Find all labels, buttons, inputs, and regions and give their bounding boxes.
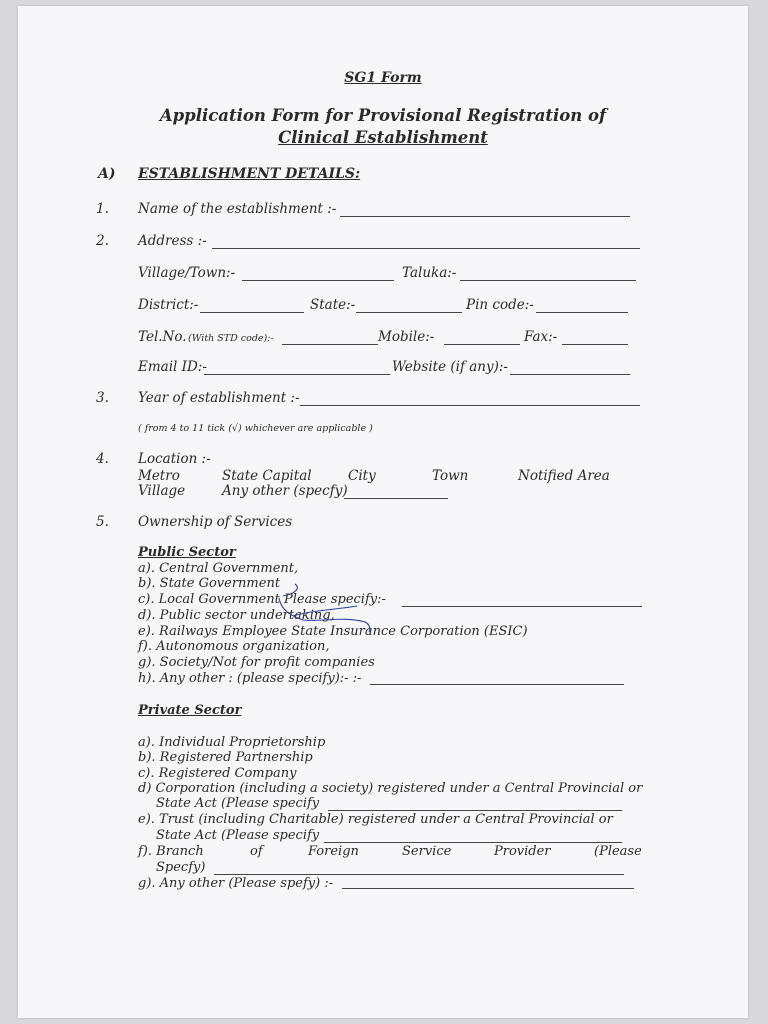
location-option-notified-area[interactable]: Notified Area [518, 468, 610, 484]
year-label: Year of establishment :- [138, 390, 300, 406]
tel-line[interactable] [282, 344, 378, 345]
pen-tick-marks [273, 576, 393, 636]
tel-label: Tel.No. [138, 329, 187, 345]
public-option-f[interactable]: f). Autonomous organization, [138, 639, 330, 654]
private-option-f-line2: Specfy) [156, 860, 206, 875]
location-option-any-other[interactable]: Any other (specfy) [222, 483, 348, 499]
q2-number: 2. [96, 233, 109, 249]
district-label: District:- [138, 297, 199, 313]
q4-number: 4. [96, 451, 109, 467]
public-option-e[interactable]: e). Railways Employee State Insurance Corporation (ESIC) [138, 624, 528, 639]
q5-number: 5. [96, 514, 109, 530]
private-option-f-word6: (Please [594, 844, 642, 859]
public-option-c[interactable]: c). Local Government Please specify:- [138, 592, 386, 607]
tick-instruction-note: ( from 4 to 11 tick (√) whichever are applicable ) [138, 423, 373, 434]
location-label: Location :- [138, 451, 211, 467]
address-answer-line[interactable] [212, 248, 640, 249]
website-label: Website (if any):- [392, 359, 508, 375]
private-option-f-word2: of [250, 844, 263, 859]
private-option-a[interactable]: a). Individual Proprietorship [138, 735, 326, 750]
form-title-line2-text: Clinical Establishment [278, 128, 488, 147]
mobile-line[interactable] [444, 344, 520, 345]
private-f-specify-line[interactable] [214, 874, 624, 875]
village-town-line[interactable] [242, 280, 394, 281]
private-option-e-line2: State Act (Please specify [156, 828, 320, 843]
public-option-b[interactable]: b). State Government [138, 576, 281, 591]
email-line[interactable] [204, 374, 390, 375]
year-line[interactable] [300, 405, 640, 406]
private-option-d-line1[interactable]: d) Corporation (including a society) registered under a Central Provincial or [138, 781, 643, 796]
location-option-metro[interactable]: Metro [138, 468, 180, 484]
taluka-label: Taluka:- [402, 265, 457, 281]
q1-number: 1. [96, 201, 109, 217]
private-option-g[interactable]: g). Any other (Please spefy) :- [138, 876, 334, 891]
section-heading: ESTABLISHMENT DETAILS: [138, 166, 361, 182]
private-option-c[interactable]: c). Registered Company [138, 766, 297, 781]
pin-code-label: Pin code:- [466, 297, 534, 313]
location-other-line[interactable] [344, 498, 448, 499]
public-sector-heading: Public Sector [138, 545, 236, 560]
address-label: Address :- [138, 233, 207, 249]
location-option-city[interactable]: City [348, 468, 376, 484]
state-label: State:- [310, 297, 356, 313]
district-line[interactable] [200, 312, 304, 313]
public-option-a[interactable]: a). Central Government, [138, 561, 299, 576]
tel-std-note: (With STD code):- [188, 333, 274, 344]
q3-number: 3. [96, 390, 109, 406]
mobile-label: Mobile:- [378, 329, 435, 345]
location-option-village[interactable]: Village [138, 483, 186, 499]
location-option-town[interactable]: Town [432, 468, 469, 484]
public-other-line[interactable] [370, 684, 624, 685]
private-sector-heading: Private Sector [138, 703, 242, 718]
form-title-line2 [18, 128, 748, 147]
private-option-f-word4: Service [402, 844, 452, 859]
local-govt-specify-line[interactable] [402, 606, 642, 607]
website-line[interactable] [510, 374, 630, 375]
section-letter: A) [98, 166, 116, 182]
private-option-d-line2: State Act (Please specify [156, 796, 320, 811]
email-label: Email ID:- [138, 359, 207, 375]
pin-code-line[interactable] [536, 312, 628, 313]
private-option-e-line1[interactable]: e). Trust (including Charitable) registered under a Central Provincial or [138, 812, 613, 827]
document-page [18, 6, 748, 1018]
taluka-line[interactable] [460, 280, 636, 281]
private-d-specify-line[interactable] [328, 810, 622, 811]
q1-label: Name of the establishment :- [138, 201, 337, 217]
public-option-d[interactable]: d). Public sector undertaking, [138, 608, 335, 623]
private-other-line[interactable] [342, 888, 634, 889]
fax-label: Fax:- [524, 329, 558, 345]
q1-answer-line[interactable] [340, 216, 630, 217]
private-e-specify-line[interactable] [324, 842, 622, 843]
location-option-state-capital[interactable]: State Capital [222, 468, 312, 484]
fax-line[interactable] [562, 344, 628, 345]
public-option-g[interactable]: g). Society/Not for profit companies [138, 655, 375, 670]
private-option-f-word3: Foreign [308, 844, 359, 859]
ownership-label: Ownership of Services [138, 514, 293, 530]
form-code: SG1 Form [344, 70, 422, 86]
private-option-b[interactable]: b). Registered Partnership [138, 750, 313, 765]
private-option-f-word5: Provider [494, 844, 551, 859]
state-line[interactable] [356, 312, 462, 313]
public-option-h[interactable]: h). Any other : (please specify):- :- [138, 671, 362, 686]
private-option-f-word1[interactable]: f). Branch [138, 844, 204, 859]
village-town-label: Village/Town:- [138, 265, 236, 281]
form-title-line1: Application Form for Provisional Registration of [159, 106, 607, 125]
